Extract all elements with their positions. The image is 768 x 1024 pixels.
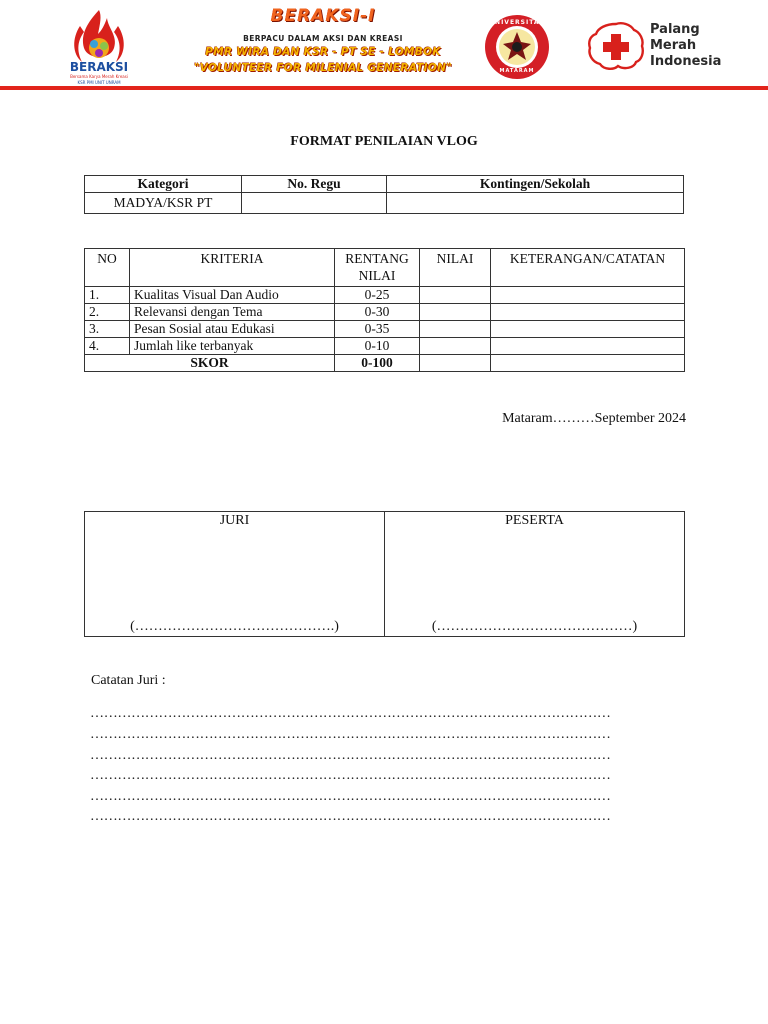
- signature-peserta-label: PESERTA: [505, 513, 564, 528]
- pmi-line-3: Indonesia: [650, 54, 722, 69]
- notes-line[interactable]: ……………………………………………………………………………………………………: [90, 768, 611, 783]
- row-keterangan-cell[interactable]: [491, 287, 685, 304]
- table-row: [85, 304, 685, 321]
- row-rentang: 0-30: [335, 304, 420, 321]
- banner-title: BERAKSI-I: [270, 6, 376, 26]
- signature-row: [85, 512, 685, 637]
- signature-table: [84, 511, 685, 637]
- signature-juri[interactable]: [85, 512, 385, 637]
- row-keterangan-cell[interactable]: [491, 338, 685, 355]
- row-keterangan-cell[interactable]: [491, 304, 685, 321]
- header-keterangan: KETERANGAN/CATATAN: [491, 249, 685, 287]
- seal-bottom-text: MATARAM: [499, 68, 535, 74]
- row-no: 4.: [85, 338, 130, 355]
- row-no: 2.: [85, 304, 130, 321]
- banner-line-1: PMR WIRA DAN KSR - PT SE - LOMBOK: [205, 46, 441, 58]
- pmi-line-1: Palang: [650, 22, 700, 37]
- row-rentang: 0-25: [335, 287, 420, 304]
- red-cross-icon: [588, 20, 644, 72]
- total-nilai-cell[interactable]: [420, 355, 491, 372]
- total-row: [85, 355, 685, 372]
- event-banner: [178, 6, 468, 82]
- table-row: [85, 287, 685, 304]
- university-seal: [476, 14, 558, 80]
- notes-label: Catatan Juri :: [91, 673, 166, 688]
- header-kriteria: KRITERIA: [130, 249, 335, 287]
- info-table: [84, 175, 684, 214]
- row-kriteria: Jumlah like terbanyak: [130, 338, 335, 355]
- header-no: NO: [85, 249, 130, 287]
- cell-kontingen[interactable]: [387, 193, 684, 214]
- total-range: 0-100: [335, 355, 420, 372]
- header-divider: [0, 86, 768, 90]
- banner-line-2: "VOLUNTEER FOR MILENIAL GENERATION": [194, 62, 452, 74]
- row-keterangan-cell[interactable]: [491, 321, 685, 338]
- row-nilai-cell[interactable]: [420, 287, 491, 304]
- row-nilai-cell[interactable]: [420, 321, 491, 338]
- notes-line[interactable]: ……………………………………………………………………………………………………: [90, 809, 611, 824]
- signature-peserta-line: (……………………………………): [431, 619, 638, 634]
- total-keterangan-cell[interactable]: [491, 355, 685, 372]
- notes-line[interactable]: ……………………………………………………………………………………………………: [90, 727, 611, 742]
- row-rentang: 0-10: [335, 338, 420, 355]
- score-table-header: [85, 249, 685, 287]
- row-no: 3.: [85, 321, 130, 338]
- cell-kategori: MADYA/KSR PT: [85, 193, 242, 214]
- score-table: [84, 248, 685, 372]
- page-title: FORMAT PENILAIAN VLOG: [290, 134, 478, 149]
- row-rentang: 0-35: [335, 321, 420, 338]
- row-kriteria: Pesan Sosial atau Edukasi: [130, 321, 335, 338]
- row-nilai-cell[interactable]: [420, 338, 491, 355]
- header-no-regu: No. Regu: [242, 176, 387, 193]
- notes-line[interactable]: ……………………………………………………………………………………………………: [90, 748, 611, 763]
- table-row: [85, 338, 685, 355]
- document-header: [0, 0, 768, 96]
- date-line: Mataram………September 2024: [502, 411, 686, 426]
- row-no: 1.: [85, 287, 130, 304]
- total-label: SKOR: [85, 355, 335, 372]
- info-table-row: [85, 193, 684, 214]
- header-kontingen: Kontingen/Sekolah: [387, 176, 684, 193]
- seal-top-text: UNIVERSITAS: [489, 19, 545, 26]
- info-table-header: [85, 176, 684, 193]
- header-nilai: NILAI: [420, 249, 491, 287]
- pmi-text: [650, 22, 721, 70]
- beraksi-logo-sub: Bersama Karya Merah Kreasi: [70, 74, 128, 79]
- beraksi-logo-sub2: KSR PMI UNIT UNRAM: [77, 80, 121, 85]
- signature-peserta[interactable]: [385, 512, 685, 637]
- table-row: [85, 321, 685, 338]
- signature-juri-label: JURI: [219, 513, 250, 528]
- notes-line[interactable]: ……………………………………………………………………………………………………: [90, 706, 611, 721]
- beraksi-logo-text: BERAKSI: [69, 60, 129, 74]
- signature-juri-line: (…………………………………….): [130, 619, 339, 634]
- row-kriteria: Kualitas Visual Dan Audio: [130, 287, 335, 304]
- row-kriteria: Relevansi dengan Tema: [130, 304, 335, 321]
- header-rentang-nilai: RENTANG NILAI: [335, 249, 420, 287]
- cell-no-regu[interactable]: [242, 193, 387, 214]
- header-kategori: Kategori: [85, 176, 242, 193]
- pmi-logo: [588, 20, 738, 72]
- row-nilai-cell[interactable]: [420, 304, 491, 321]
- beraksi-logo: [58, 4, 140, 88]
- notes-line[interactable]: ……………………………………………………………………………………………………: [90, 789, 611, 804]
- banner-subtitle: BERPACU DALAM AKSI DAN KREASI: [243, 34, 403, 43]
- pmi-line-2: Merah: [650, 38, 697, 53]
